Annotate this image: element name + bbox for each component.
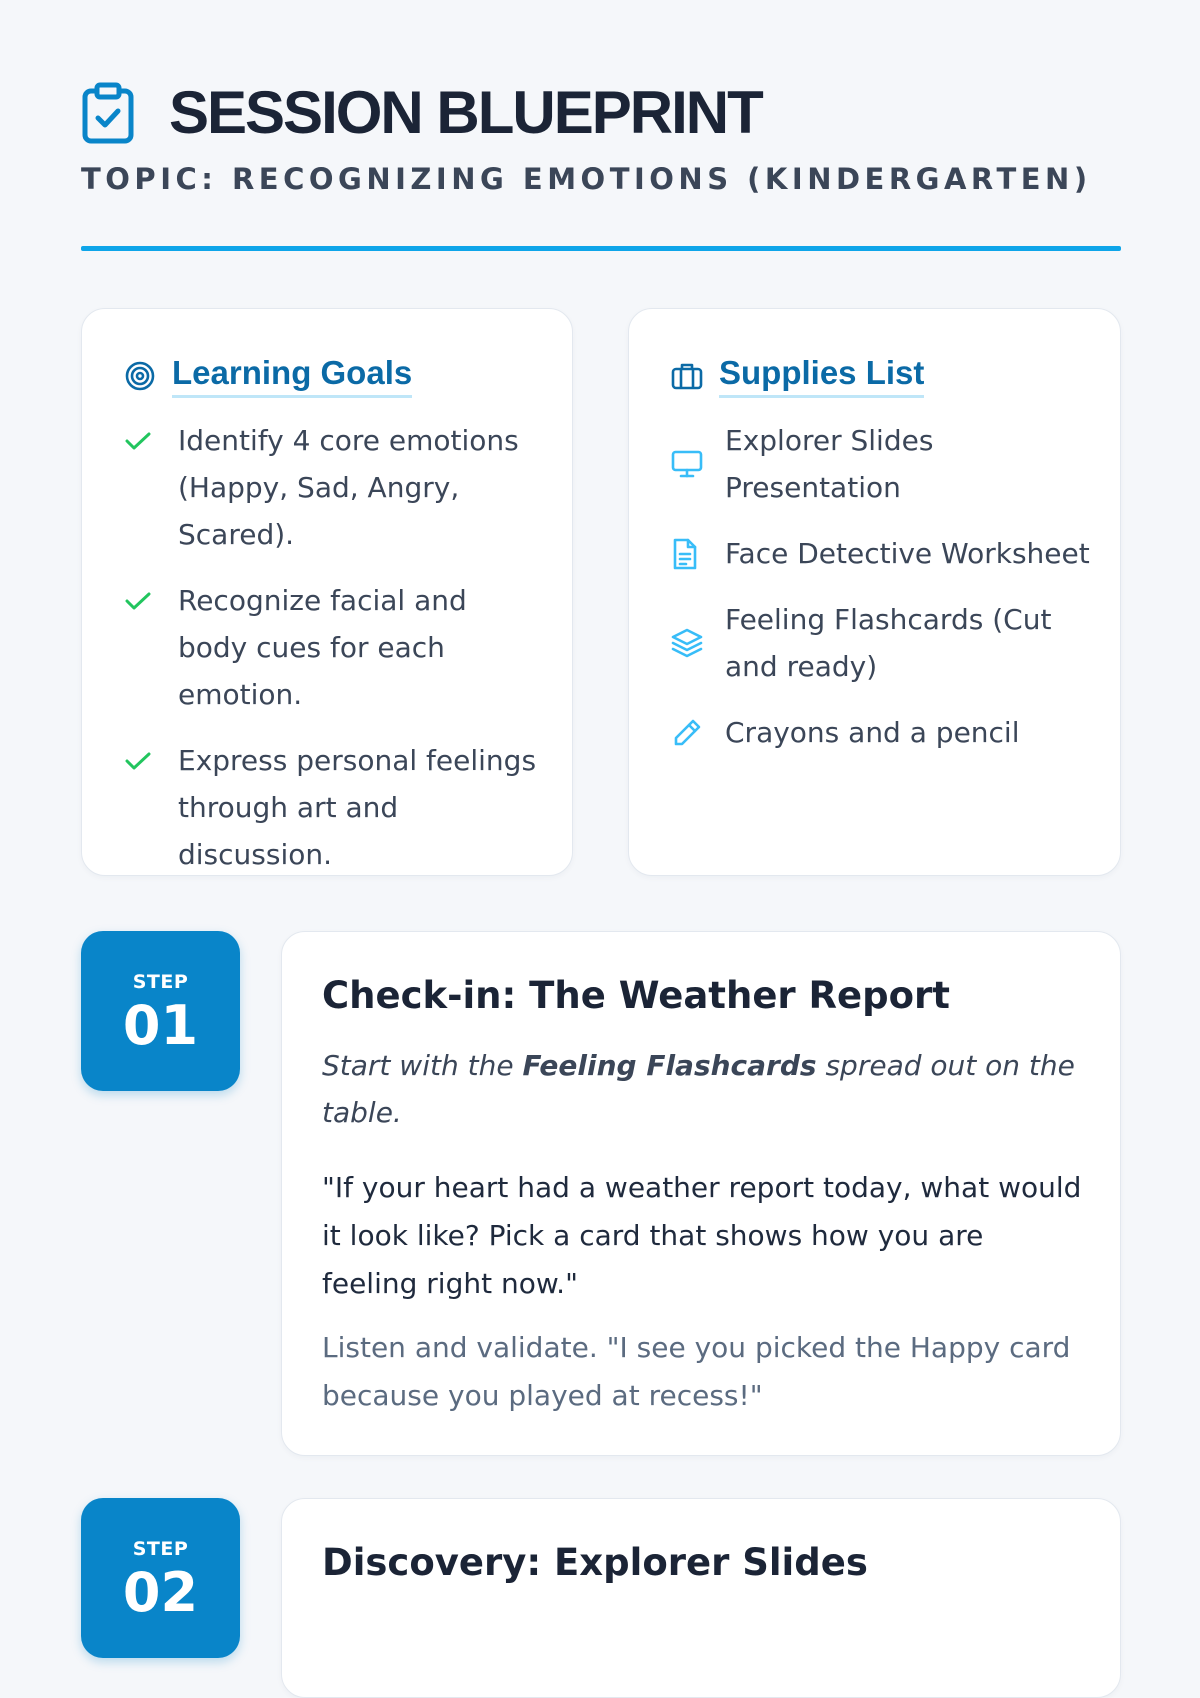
instruction-text: spread out on the table. [322, 1049, 1075, 1129]
page-topic: TOPIC: RECOGNIZING EMOTIONS (KINDERGARTEN) [81, 162, 1092, 196]
list-item [124, 577, 542, 718]
step-badge [81, 931, 240, 1091]
goal-text: Recognize facial and body cues for each emotion. [178, 584, 467, 711]
supplies-list-title[interactable]: Supplies List [719, 353, 924, 398]
step-number: 01 [122, 994, 199, 1057]
instruction-emphasis: Feeling Flashcards [522, 1049, 817, 1082]
check-icon [124, 737, 154, 784]
step-badge [81, 1498, 240, 1658]
title-row [81, 80, 1121, 146]
step-number: 02 [122, 1561, 199, 1624]
document-icon [671, 530, 705, 577]
pencil-icon [671, 709, 705, 756]
briefcase-icon [671, 360, 703, 392]
supplies-list-header [671, 353, 924, 398]
list-item [671, 596, 1090, 690]
clipboard-check-icon [81, 82, 135, 144]
supplies-list-card [628, 308, 1121, 876]
supply-text: Explorer Slides Presentation [725, 424, 934, 504]
header-divider [81, 246, 1121, 251]
list-item [671, 709, 1090, 756]
supply-text: Face Detective Worksheet [725, 537, 1090, 570]
step-card [281, 931, 1121, 1456]
step-label: STEP [132, 1538, 189, 1560]
supplies-list [671, 417, 1090, 775]
check-icon [124, 577, 154, 624]
instruction-text: Start with the [322, 1049, 523, 1082]
learning-goals-list [124, 417, 542, 897]
target-icon [124, 360, 156, 392]
goal-text: Identify 4 core emotions (Happy, Sad, Angry, Scared). [178, 424, 519, 551]
supply-text: Crayons and a pencil [725, 716, 1020, 749]
step-instruction [322, 1042, 1082, 1136]
header [81, 80, 1121, 196]
step-card [281, 1498, 1121, 1698]
learning-goals-header [124, 353, 412, 398]
layers-icon [671, 596, 705, 690]
list-item [671, 417, 1090, 511]
check-icon [124, 417, 154, 464]
learning-goals-title[interactable]: Learning Goals [172, 353, 412, 398]
step-title: Check-in: The Weather Report [322, 974, 950, 1017]
list-item [671, 530, 1090, 577]
goal-text: Express personal feelings through art and discussion. [178, 744, 537, 871]
list-item [124, 417, 542, 558]
step-script-quote: "If your heart had a weather report today, what would it look like? Pick a card that shows how you are feeling right now." [322, 1171, 1082, 1300]
step-label: STEP [132, 971, 189, 993]
step-title: Discovery: Explorer Slides [322, 1541, 868, 1584]
supply-text: Feeling Flashcards (Cut and ready) [725, 603, 1052, 683]
monitor-icon [671, 417, 705, 511]
page-title: SESSION BLUEPRINT [169, 79, 762, 146]
step-note: Listen and validate. "I see you picked the Happy card because you played at recess!" [322, 1331, 1071, 1412]
list-item [124, 737, 542, 878]
learning-goals-card [81, 308, 573, 876]
